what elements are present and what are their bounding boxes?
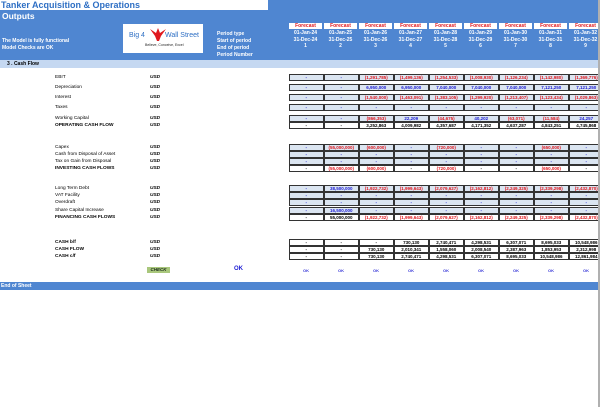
table-cell[interactable]: 7,121,250 bbox=[534, 84, 569, 91]
table-cell[interactable]: - bbox=[324, 151, 359, 158]
section-header bbox=[0, 60, 598, 68]
period-number-3: 3 bbox=[374, 43, 377, 49]
row-unit: USD bbox=[150, 215, 161, 220]
table-cell[interactable]: - bbox=[324, 115, 359, 122]
row-label: CASH c/f bbox=[55, 254, 76, 259]
period-type-9: Forecast bbox=[569, 23, 600, 29]
period-end-4: 31-Dec-27 bbox=[398, 37, 423, 43]
table-cell[interactable]: - bbox=[289, 199, 324, 206]
page-subtitle: Outputs bbox=[2, 11, 35, 21]
table-cell[interactable]: - bbox=[324, 239, 359, 246]
period-type-label: Period type bbox=[217, 31, 245, 37]
table-cell[interactable]: (1,299,920) bbox=[464, 94, 499, 101]
table-cell[interactable]: - bbox=[289, 214, 324, 221]
table-cell[interactable]: - bbox=[569, 104, 600, 111]
table-cell[interactable]: - bbox=[359, 192, 394, 199]
table-cell[interactable]: 55,000,000 bbox=[324, 214, 359, 221]
table-row bbox=[289, 246, 600, 253]
period-start-4: 01-Jan-27 bbox=[398, 30, 423, 36]
table-cell[interactable]: 7,040,000 bbox=[464, 84, 499, 91]
model-status-functional: The Model is fully functional bbox=[2, 38, 70, 44]
table-cell[interactable]: - bbox=[499, 199, 534, 206]
period-number-1: 1 bbox=[304, 43, 307, 49]
row-label: Tax on Gain from Disposal bbox=[55, 159, 112, 164]
table-cell[interactable]: 6,950,000 bbox=[359, 84, 394, 91]
table-row bbox=[289, 151, 600, 158]
table-cell[interactable]: - bbox=[394, 144, 429, 151]
table-cell[interactable]: (2,339,298) bbox=[534, 214, 569, 221]
title-box bbox=[0, 0, 268, 10]
table-cell[interactable]: - bbox=[464, 151, 499, 158]
row-unit: USD bbox=[150, 152, 161, 157]
period-start-8: 01-Jan-31 bbox=[538, 30, 563, 36]
table-cell[interactable]: - bbox=[464, 199, 499, 206]
period-type-6: Forecast bbox=[464, 23, 497, 29]
table-cell[interactable]: - bbox=[289, 185, 324, 192]
row-unit: USD bbox=[150, 240, 161, 245]
table-cell[interactable]: 40,202 bbox=[464, 115, 499, 122]
table-cell[interactable]: (1,922,732) bbox=[359, 214, 394, 221]
column-check-status: OK bbox=[443, 268, 449, 273]
table-cell[interactable]: 7,121,250 bbox=[569, 84, 600, 91]
table-cell[interactable]: (1,123,434) bbox=[534, 94, 569, 101]
table-row bbox=[289, 192, 600, 199]
row-label: VAT Facility bbox=[55, 193, 80, 198]
section-title: 3 . Cash Flow bbox=[7, 61, 39, 67]
table-cell[interactable]: - bbox=[324, 246, 359, 253]
table-cell[interactable]: - bbox=[289, 74, 324, 81]
period-start-3: 01-Jan-26 bbox=[363, 30, 388, 36]
table-cell[interactable]: (2,162,812) bbox=[464, 214, 499, 221]
table-cell[interactable]: - bbox=[534, 192, 569, 199]
row-unit: USD bbox=[150, 123, 161, 128]
table-cell[interactable]: 22,209 bbox=[394, 115, 429, 122]
table-cell[interactable]: 38,500,000 bbox=[324, 185, 359, 192]
table-cell[interactable]: - bbox=[464, 104, 499, 111]
period-number-9: 9 bbox=[584, 43, 587, 49]
table-cell[interactable]: 24,257 bbox=[569, 115, 600, 122]
table-cell[interactable]: - bbox=[359, 104, 394, 111]
table-cell[interactable]: 1,853,953 bbox=[534, 246, 569, 253]
row-unit: USD bbox=[150, 75, 161, 80]
table-cell[interactable]: (1,213,407) bbox=[499, 94, 534, 101]
row-label: Capex bbox=[55, 145, 69, 150]
period-type-3: Forecast bbox=[359, 23, 392, 29]
period-end-8: 31-Dec-31 bbox=[538, 37, 563, 43]
column-check-status: OK bbox=[338, 268, 344, 273]
column-check-status: OK bbox=[583, 268, 589, 273]
table-cell[interactable]: - bbox=[289, 151, 324, 158]
table-cell[interactable]: (55,000,000) bbox=[324, 165, 359, 172]
row-unit: USD bbox=[150, 208, 161, 213]
table-cell[interactable]: - bbox=[324, 94, 359, 101]
table-row bbox=[289, 207, 600, 214]
model-status-checks: Model Checks are OK bbox=[2, 45, 54, 51]
table-cell[interactable]: - bbox=[359, 207, 394, 214]
table-cell[interactable]: (600,000) bbox=[359, 165, 394, 172]
table-cell[interactable]: 10,548,986 bbox=[534, 253, 569, 260]
table-cell[interactable]: 7,040,000 bbox=[429, 84, 464, 91]
row-label: Taxes bbox=[55, 105, 68, 110]
row-unit: USD bbox=[150, 166, 161, 171]
table-cell[interactable]: (1,999,643) bbox=[394, 214, 429, 221]
row-label: Overdraft bbox=[55, 200, 75, 205]
row-unit: USD bbox=[150, 254, 161, 259]
period-end-3: 31-Dec-26 bbox=[363, 37, 388, 43]
table-cell[interactable]: - bbox=[394, 192, 429, 199]
table-cell[interactable]: - bbox=[534, 199, 569, 206]
table-cell[interactable]: - bbox=[569, 144, 600, 151]
table-cell[interactable]: (2,432,870) bbox=[569, 214, 600, 221]
table-cell[interactable]: - bbox=[429, 158, 464, 165]
table-cell[interactable]: - bbox=[569, 165, 600, 172]
table-cell[interactable]: - bbox=[289, 165, 324, 172]
header-panel bbox=[0, 10, 598, 60]
table-cell[interactable]: (2,339,298) bbox=[534, 185, 569, 192]
period-end-1: 31-Dec-24 bbox=[293, 37, 318, 43]
row-unit: USD bbox=[150, 95, 161, 100]
table-cell[interactable]: - bbox=[569, 151, 600, 158]
row-unit: USD bbox=[150, 145, 161, 150]
table-cell[interactable]: (63,071) bbox=[499, 115, 534, 122]
table-row bbox=[289, 144, 600, 151]
table-cell[interactable]: (600,000) bbox=[359, 144, 394, 151]
table-cell[interactable]: - bbox=[289, 122, 324, 129]
table-cell[interactable]: 2,010,341 bbox=[394, 246, 429, 253]
row-label: FINANCING CASH FLOWS bbox=[55, 215, 116, 220]
period-type-4: Forecast bbox=[394, 23, 427, 29]
table-cell[interactable]: (866,353) bbox=[359, 115, 394, 122]
table-cell[interactable]: - bbox=[394, 104, 429, 111]
table-cell[interactable]: - bbox=[324, 84, 359, 91]
row-unit: USD bbox=[150, 105, 161, 110]
table-cell[interactable]: - bbox=[394, 158, 429, 165]
row-unit: USD bbox=[150, 186, 161, 191]
row-label: Working Capital bbox=[55, 116, 89, 121]
period-number-5: 5 bbox=[444, 43, 447, 49]
table-cell[interactable]: 730,130 bbox=[394, 239, 429, 246]
table-cell[interactable]: (650,000) bbox=[534, 144, 569, 151]
table-cell[interactable]: (1,291,785) bbox=[359, 74, 394, 81]
table-row bbox=[289, 115, 600, 122]
table-cell[interactable]: 2,008,540 bbox=[464, 246, 499, 253]
table-cell[interactable]: (1,999,643) bbox=[394, 185, 429, 192]
row-unit: USD bbox=[150, 116, 161, 121]
table-cell[interactable]: - bbox=[289, 192, 324, 199]
table-cell[interactable]: - bbox=[359, 158, 394, 165]
period-number-8: 8 bbox=[549, 43, 552, 49]
table-cell[interactable]: (1,029,863) bbox=[569, 94, 600, 101]
table-cell[interactable]: (1,254,533) bbox=[429, 74, 464, 81]
end-of-period-label: End of period bbox=[217, 45, 250, 51]
table-cell[interactable]: (1,540,000) bbox=[359, 94, 394, 101]
table-cell[interactable]: (1,499,136) bbox=[394, 74, 429, 81]
table-cell[interactable]: 4,298,531 bbox=[464, 239, 499, 246]
table-cell[interactable]: (1,922,732) bbox=[359, 185, 394, 192]
row-label: Cash from Disposal of Asset bbox=[55, 152, 116, 157]
table-cell[interactable]: 4,357,687 bbox=[429, 122, 464, 129]
table-cell[interactable]: (1,126,234) bbox=[499, 74, 534, 81]
table-cell[interactable]: (55,000,000) bbox=[324, 144, 359, 151]
table-cell[interactable]: 12,861,984 bbox=[569, 253, 600, 260]
table-cell[interactable]: 1,558,060 bbox=[429, 246, 464, 253]
table-cell[interactable]: - bbox=[289, 144, 324, 151]
table-cell[interactable]: - bbox=[499, 192, 534, 199]
table-cell[interactable]: - bbox=[289, 94, 324, 101]
column-check-status: OK bbox=[373, 268, 379, 273]
period-start-1: 01-Jan-24 bbox=[293, 30, 318, 36]
table-row bbox=[289, 199, 600, 206]
table-cell[interactable]: (44,675) bbox=[429, 115, 464, 122]
period-start-5: 01-Jan-28 bbox=[433, 30, 458, 36]
table-cell[interactable]: 4,843,251 bbox=[534, 122, 569, 129]
table-cell[interactable]: - bbox=[324, 192, 359, 199]
period-number-6: 6 bbox=[479, 43, 482, 49]
row-label: OPERATING CASH FLOW bbox=[55, 123, 114, 128]
table-cell[interactable]: - bbox=[394, 151, 429, 158]
period-start-7: 01-Jan-30 bbox=[503, 30, 528, 36]
row-label: INVESTING CASH FLOWS bbox=[55, 166, 115, 171]
end-of-sheet-label: End of Sheet bbox=[1, 283, 32, 289]
row-unit: USD bbox=[150, 159, 161, 164]
table-cell[interactable]: 4,009,982 bbox=[394, 122, 429, 129]
logo-tagline: Believe, Conceive, Excel bbox=[145, 43, 184, 47]
table-cell[interactable]: - bbox=[499, 144, 534, 151]
table-cell[interactable]: (1,463,091) bbox=[394, 94, 429, 101]
table-cell[interactable]: (2,249,325) bbox=[499, 185, 534, 192]
table-cell[interactable]: (720,000) bbox=[429, 144, 464, 151]
table-cell[interactable]: - bbox=[569, 199, 600, 206]
period-number-2: 2 bbox=[339, 43, 342, 49]
table-cell[interactable]: - bbox=[464, 165, 499, 172]
table-cell[interactable]: - bbox=[534, 207, 569, 214]
period-type-8: Forecast bbox=[534, 23, 567, 29]
period-end-7: 31-Dec-30 bbox=[503, 37, 528, 43]
row-label: CASH FLOW bbox=[55, 247, 85, 252]
table-cell[interactable]: - bbox=[569, 192, 600, 199]
logo-text-left: Big 4 bbox=[129, 32, 145, 39]
table-cell[interactable]: 4,298,531 bbox=[429, 253, 464, 260]
column-check-status: OK bbox=[408, 268, 414, 273]
table-row bbox=[289, 104, 600, 111]
row-unit: USD bbox=[150, 200, 161, 205]
table-cell[interactable]: - bbox=[289, 158, 324, 165]
table-cell[interactable]: - bbox=[464, 207, 499, 214]
period-type-7: Forecast bbox=[499, 23, 532, 29]
table-cell[interactable]: 8,695,033 bbox=[534, 239, 569, 246]
row-label: Depreciation bbox=[55, 85, 82, 90]
table-cell[interactable]: - bbox=[464, 144, 499, 151]
row-unit: USD bbox=[150, 85, 161, 90]
period-start-2: 01-Jan-25 bbox=[328, 30, 353, 36]
table-row bbox=[289, 158, 600, 165]
period-type-2: Forecast bbox=[324, 23, 357, 29]
period-end-6: 31-Dec-29 bbox=[468, 37, 493, 43]
table-row bbox=[289, 185, 600, 192]
row-label: Long Term Debt bbox=[55, 186, 90, 191]
table-cell[interactable]: - bbox=[289, 253, 324, 260]
table-cell[interactable]: 2,740,471 bbox=[429, 239, 464, 246]
table-cell[interactable]: (2,162,812) bbox=[464, 185, 499, 192]
table-cell[interactable]: - bbox=[429, 199, 464, 206]
table-cell[interactable]: - bbox=[499, 165, 534, 172]
check-button[interactable]: CHECK bbox=[147, 267, 170, 273]
table-cell[interactable]: - bbox=[359, 199, 394, 206]
start-of-period-label: Start of period bbox=[217, 38, 252, 44]
table-cell[interactable]: - bbox=[394, 199, 429, 206]
table-row bbox=[289, 214, 600, 221]
table-cell[interactable]: - bbox=[324, 104, 359, 111]
table-cell[interactable]: 8,695,033 bbox=[499, 253, 534, 260]
period-end-2: 31-Dec-25 bbox=[328, 37, 353, 43]
table-cell[interactable]: - bbox=[324, 74, 359, 81]
table-cell[interactable]: (650,000) bbox=[534, 165, 569, 172]
table-row bbox=[289, 165, 600, 172]
table-cell[interactable]: - bbox=[534, 104, 569, 111]
table-cell[interactable]: - bbox=[429, 151, 464, 158]
logo-text-right: Wall Street bbox=[165, 32, 199, 39]
table-cell[interactable]: (11,584) bbox=[534, 115, 569, 122]
table-cell[interactable]: - bbox=[499, 158, 534, 165]
table-cell[interactable]: (2,079,627) bbox=[429, 214, 464, 221]
column-check-status: OK bbox=[303, 268, 309, 273]
table-cell[interactable]: - bbox=[289, 104, 324, 111]
row-label: EBIT bbox=[55, 75, 66, 80]
table-row bbox=[289, 74, 600, 81]
table-cell[interactable]: 6,950,000 bbox=[394, 84, 429, 91]
period-number-4: 4 bbox=[409, 43, 412, 49]
table-cell[interactable]: 4,637,287 bbox=[499, 122, 534, 129]
table-cell[interactable]: - bbox=[324, 122, 359, 129]
table-cell[interactable]: - bbox=[289, 207, 324, 214]
table-cell[interactable]: - bbox=[324, 158, 359, 165]
table-cell[interactable]: - bbox=[324, 253, 359, 260]
table-cell[interactable]: (2,432,870) bbox=[569, 185, 600, 192]
table-cell[interactable]: - bbox=[499, 104, 534, 111]
table-cell[interactable]: - bbox=[289, 84, 324, 91]
row-label: Share Capital Increase bbox=[55, 208, 104, 213]
period-type-1: Forecast bbox=[289, 23, 322, 29]
table-cell[interactable]: 2,312,998 bbox=[569, 246, 600, 253]
period-end-9: 31-Dec-32 bbox=[573, 37, 598, 43]
table-cell[interactable]: (1,008,930) bbox=[464, 74, 499, 81]
table-cell[interactable]: - bbox=[289, 115, 324, 122]
table-cell[interactable]: - bbox=[499, 207, 534, 214]
table-cell[interactable]: (2,249,325) bbox=[499, 214, 534, 221]
table-cell[interactable]: 2,740,471 bbox=[394, 253, 429, 260]
table-cell[interactable]: (1,142,980) bbox=[534, 74, 569, 81]
table-cell[interactable]: 2,387,963 bbox=[499, 246, 534, 253]
column-check-status: OK bbox=[513, 268, 519, 273]
table-cell[interactable]: (2,079,627) bbox=[429, 185, 464, 192]
table-cell[interactable]: - bbox=[289, 239, 324, 246]
table-cell[interactable]: - bbox=[569, 158, 600, 165]
table-cell[interactable]: 6,307,071 bbox=[464, 253, 499, 260]
table-row bbox=[289, 239, 600, 246]
table-row bbox=[289, 122, 600, 129]
row-unit: USD bbox=[150, 193, 161, 198]
row-unit: USD bbox=[150, 247, 161, 252]
row-label: Interest bbox=[55, 95, 71, 100]
period-number-label: Period Number bbox=[217, 52, 253, 58]
row-label: CASH b/f bbox=[55, 240, 76, 245]
table-cell[interactable]: - bbox=[289, 246, 324, 253]
table-cell[interactable]: 7,040,000 bbox=[499, 84, 534, 91]
table-cell[interactable]: - bbox=[429, 207, 464, 214]
table-cell[interactable]: - bbox=[464, 158, 499, 165]
column-check-status: OK bbox=[548, 268, 554, 273]
table-cell[interactable]: - bbox=[359, 151, 394, 158]
table-cell[interactable]: (1,383,105) bbox=[429, 94, 464, 101]
table-cell[interactable]: - bbox=[429, 192, 464, 199]
table-cell[interactable]: 3,252,863 bbox=[359, 122, 394, 129]
table-cell[interactable]: - bbox=[429, 104, 464, 111]
table-cell[interactable]: - bbox=[534, 151, 569, 158]
sheet-title: Tanker Acquisition & Operations bbox=[1, 0, 141, 10]
overall-check-status: OK bbox=[234, 266, 243, 272]
table-cell[interactable]: 730,130 bbox=[359, 253, 394, 260]
table-cell[interactable]: - bbox=[534, 158, 569, 165]
table-cell[interactable]: 4,745,868 bbox=[569, 122, 600, 129]
table-cell[interactable]: 6,307,071 bbox=[499, 239, 534, 246]
table-row bbox=[289, 94, 600, 101]
company-logo bbox=[123, 24, 203, 53]
end-of-sheet-bar bbox=[0, 282, 598, 290]
table-cell[interactable]: 10,548,986 bbox=[569, 239, 600, 246]
table-cell[interactable]: 730,130 bbox=[359, 246, 394, 253]
table-cell[interactable]: - bbox=[464, 192, 499, 199]
period-start-9: 01-Jan-32 bbox=[573, 30, 598, 36]
table-cell[interactable]: (1,369,776) bbox=[569, 74, 600, 81]
period-number-7: 7 bbox=[514, 43, 517, 49]
table-cell[interactable]: - bbox=[324, 199, 359, 206]
table-cell[interactable]: - bbox=[569, 207, 600, 214]
table-cell[interactable]: - bbox=[394, 165, 429, 172]
column-check-status: OK bbox=[478, 268, 484, 273]
table-cell[interactable]: (720,000) bbox=[429, 165, 464, 172]
table-cell[interactable]: - bbox=[499, 151, 534, 158]
period-type-5: Forecast bbox=[429, 23, 462, 29]
table-cell[interactable]: - bbox=[394, 207, 429, 214]
table-cell[interactable]: - bbox=[359, 239, 394, 246]
table-cell[interactable]: 16,500,000 bbox=[324, 207, 359, 214]
period-start-6: 01-Jan-29 bbox=[468, 30, 493, 36]
table-row bbox=[289, 84, 600, 91]
period-end-5: 31-Dec-28 bbox=[433, 37, 458, 43]
table-row bbox=[289, 253, 600, 260]
table-cell[interactable]: 4,171,352 bbox=[464, 122, 499, 129]
